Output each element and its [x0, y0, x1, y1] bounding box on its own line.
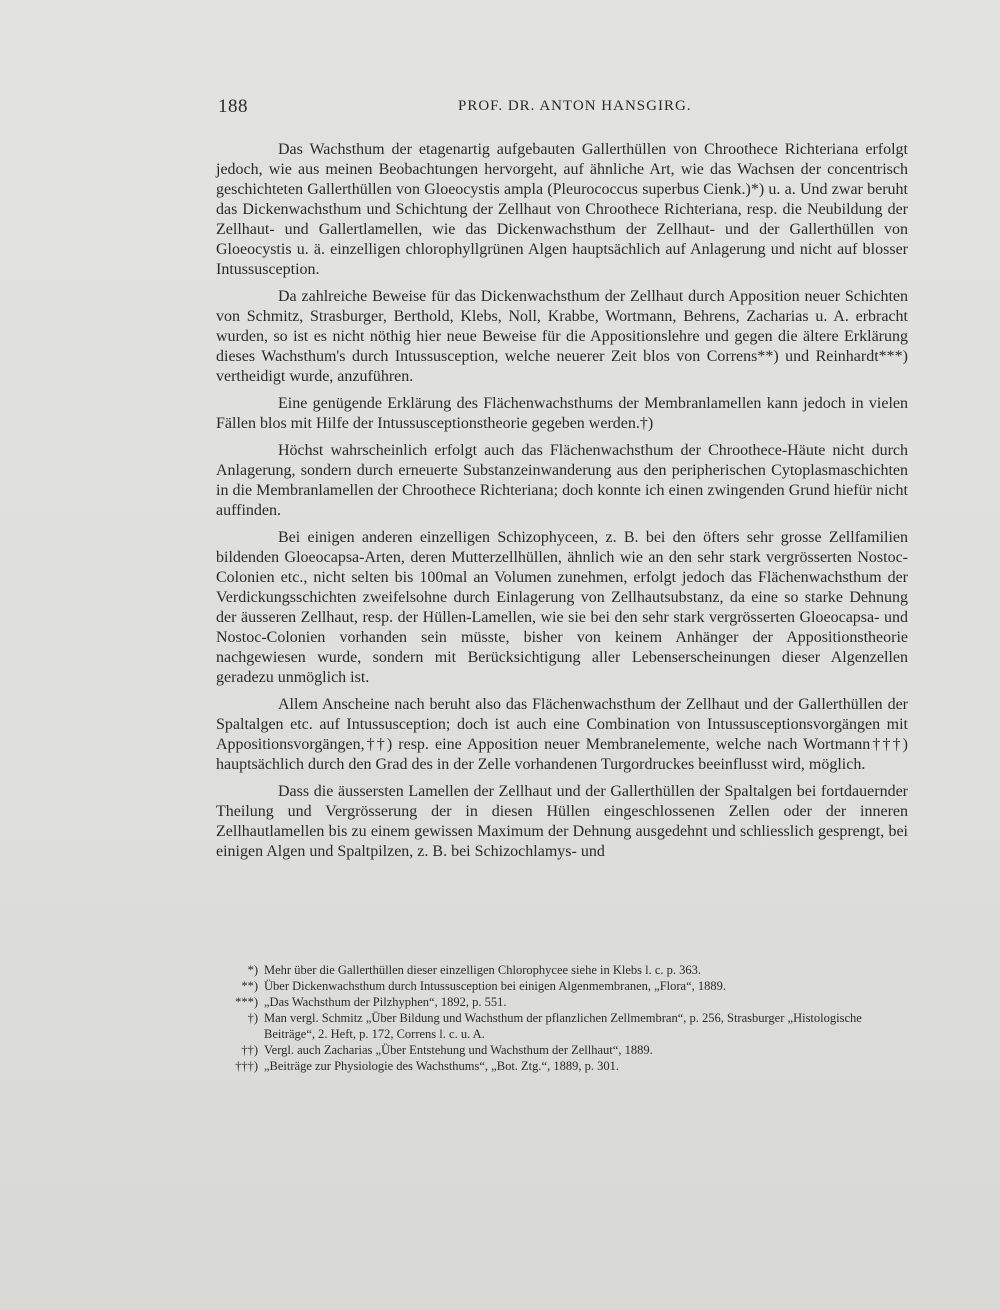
footnote-mark: †) [247, 1011, 258, 1025]
footnote-text: Über Dickenwachsthum durch Intussusception bei einigen Algenmembranen, „Flora“, 1889. [264, 979, 727, 993]
paragraph: Eine genügende Erklärung des Flächenwachsthums der Membranlamellen kann jedoch in vielen Fällen blos mit Hilfe der Intussusceptionstheorie gegeben werden.†) [216, 395, 908, 432]
paragraph: Da zahlreiche Beweise für das Dickenwachsthum der Zellhaut durch Apposition neuer Schichten von Schmitz, Strasburger, Berthold, Klebs, Noll, Krabbe, Wortmann, Behrens, Zacharias u. A. erbracht wurden, so ist es nicht nöthig hier neue Beweise für die Appositionslehre und gegen die ältere Erklärung dieses Wachsthum's durch Intussusception, welche neuerer Zeit blos von Correns**) und Reinhardt***) vertheidigt wurde, anzuführen. [216, 288, 908, 385]
footnote [218, 978, 908, 994]
footnote-text: Man vergl. Schmitz „Über Bildung und Wachsthum der pflanzlichen Zellmembran“, p. 256, Strasburger „Histologische Beiträge“, 2. Heft, p. 172, Correns l. c. u. A. [264, 1011, 862, 1041]
footnote-mark: ††) [241, 1043, 258, 1057]
footnote-mark: *) [247, 963, 258, 977]
body-text [216, 140, 908, 869]
running-head: PROF. DR. ANTON HANSGIRG. [458, 98, 692, 114]
footnote-mark: **) [241, 979, 258, 993]
paragraph: Allem Anscheine nach beruht also das Flächenwachsthum der Zellhaut und der Gallerthüllen der Spaltalgen etc. auf Intussusception; doch ist auch eine Combination von Intussusceptionsvorgängen mit Appositionsvorgängen,††) resp. eine Apposition neuer Membranelemente, welche nach Wortmann†††) hauptsächlich durch den Grad des in der Zelle vorhandenen Turgordruckes beeinflusst wird, möglich. [216, 696, 908, 773]
page-header [218, 96, 908, 120]
footnote-text: Mehr über die Gallerthüllen dieser einzelligen Chlorophycee siehe in Klebs l. c. p. 363. [264, 963, 702, 977]
footnote [218, 1042, 908, 1058]
footnote-text: „Beiträge zur Physiologie des Wachsthums“, „Bot. Ztg.“, 1889, p. 301. [264, 1059, 619, 1073]
footnote [218, 994, 908, 1010]
footnote-mark: ***) [235, 995, 258, 1009]
footnote-mark: †††) [235, 1059, 258, 1073]
footnote-text: „Das Wachsthum der Pilzhyphen“, 1892, p. 551. [264, 995, 507, 1009]
paragraph: Dass die äussersten Lamellen der Zellhaut und der Gallerthüllen der Spaltalgen bei fortdauernder Theilung und Vergrösserung der in diesen Hüllen eingeschlossenen Zellen oder der inneren Zellhautlamellen bis zu einem gewissen Maximum der Dehnung ausgedehnt und schliesslich gesprengt, bei einigen Algen und Spaltpilzen, z. B. bei Schizochlamys- und [216, 783, 908, 860]
page-number: 188 [218, 96, 248, 117]
footnote [218, 1058, 908, 1074]
footnote-text: Vergl. auch Zacharias „Über Entstehung und Wachsthum der Zellhaut“, 1889. [264, 1043, 653, 1057]
paragraph: Höchst wahrscheinlich erfolgt auch das Flächenwachsthum der Chroothece-Häute nicht durch Anlagerung, sondern durch erneuerte Substanzeinwanderung aus den peripherischen Cytoplasmaschichten in die Membranlamellen der Chroothece Richteriana; doch konnte ich einen zwingenden Grund hiefür nicht auffinden. [216, 442, 908, 519]
paragraph: Das Wachsthum der etagenartig aufgebauten Gallerthüllen von Chroothece Richteriana erfolgt jedoch, wie aus meinen Beobachtungen hervorgeht, auf ähnliche Art, wie das Wachsen der concentrisch geschichteten Gallerthüllen von Gloeocystis ampla (Pleurococcus superbus Cienk.)*) u. a. Und zwar beruht das Dickenwachsthum und Schichtung der Zellhaut von Chroothece Richteriana, resp. die Neubildung der Zellhaut- und Gallertlamellen, wie das Dickenwachsthum der Zellhaut- und der Gallerthüllen von Gloeocystis u. ä. einzelligen chlorophyllgrünen Algen hauptsächlich auf Anlagerung und nicht auf blosser Intussusception. [216, 141, 908, 278]
footnote [218, 962, 908, 978]
footnote [218, 1010, 908, 1042]
paragraph: Bei einigen anderen einzelligen Schizophyceen, z. B. bei den öfters sehr grosse Zellfamilien bildenden Gloeocapsa-Arten, deren Mutterzellhüllen, ähnlich wie an den sehr stark vergrösserten Nostoc-Colonien etc., nicht selten bis 100mal an Volumen zunehmen, erfolgt jedoch das Flächenwachsthum der Verdickungsschichten zweifelsohne durch Einlagerung von Zellhautsubstanz, da eine so starke Dehnung der äusseren Zellhaut, resp. der Hüllen-Lamellen, wie sie bei den sehr stark vergrösserten Gloeocapsa- und Nostoc-Colonien vorhanden sein müsste, bisher von keinem Anhänger der Appositionstheorie nachgewiesen wurde, sondern mit Berücksichtigung aller Lebenserscheinungen dieser Algenzellen geradezu unmöglich ist. [216, 529, 908, 686]
footnotes [218, 962, 908, 1074]
